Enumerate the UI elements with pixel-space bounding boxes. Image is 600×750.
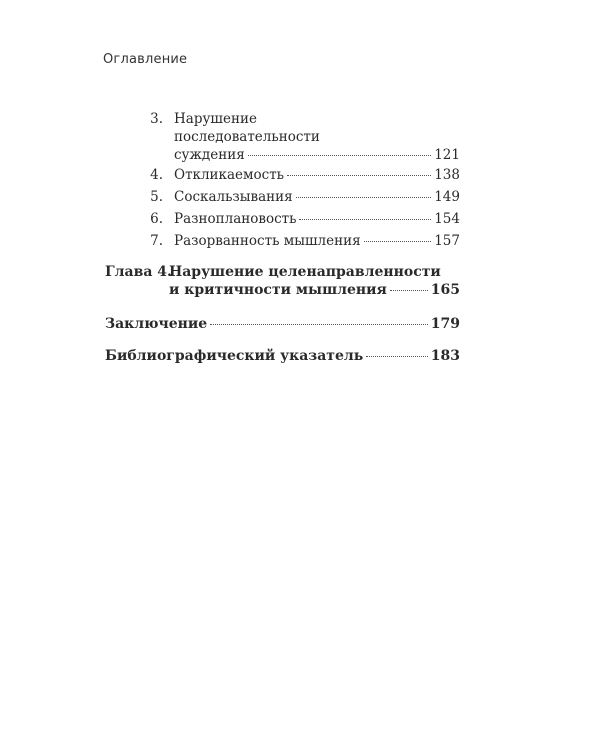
- dot-leader: [296, 197, 432, 198]
- toc-item-3[interactable]: [149, 110, 460, 164]
- item-number: 5.: [150, 189, 163, 205]
- item-title: Разорванность мышления: [174, 233, 361, 249]
- toc-chapter-4[interactable]: [105, 263, 460, 299]
- page-number: 121: [434, 147, 460, 163]
- item-number: 3.: [150, 111, 163, 127]
- item-title: Соскальзывания: [174, 189, 293, 205]
- page-number: 154: [434, 211, 460, 227]
- running-head: Оглавление: [103, 52, 188, 67]
- item-title-line-2: последовательности: [174, 129, 320, 145]
- page-number: 179: [430, 316, 460, 332]
- dot-leader: [210, 324, 428, 325]
- dot-leader: [299, 219, 431, 220]
- dot-leader: [366, 356, 428, 357]
- item-number: 6.: [150, 211, 163, 227]
- page-number: 157: [434, 233, 460, 249]
- page-number: 183: [430, 348, 460, 364]
- item-number: 7.: [150, 233, 163, 249]
- chapter-label: Глава 4.: [105, 264, 172, 280]
- dot-leader: [287, 175, 431, 176]
- item-title: Откликаемость: [174, 167, 285, 183]
- item-number: 4.: [150, 167, 163, 183]
- dot-leader: [390, 290, 428, 291]
- chapter-title-line-1: Нарушение целенаправленности: [169, 264, 441, 280]
- page-number: 149: [434, 189, 460, 205]
- conclusion-title: Заключение: [105, 316, 208, 332]
- bibliography-title: Библиографический указатель: [105, 348, 364, 364]
- page-number: 138: [434, 167, 460, 183]
- toc-conclusion[interactable]: [105, 315, 460, 333]
- item-title-line-3: суждения: [174, 147, 245, 163]
- toc-item-7[interactable]: [149, 232, 460, 250]
- toc-bibliography[interactable]: [105, 347, 460, 365]
- item-title: Разноплановость: [174, 211, 297, 227]
- toc-item-4[interactable]: [149, 166, 460, 184]
- toc-item-6[interactable]: [149, 210, 460, 228]
- toc-item-5[interactable]: [149, 188, 460, 206]
- chapter-title-line-2: и критичности мышления: [169, 282, 387, 298]
- dot-leader: [248, 155, 431, 156]
- page-number: 165: [430, 282, 460, 298]
- dot-leader: [364, 241, 432, 242]
- item-title-line-1: Нарушение: [174, 111, 257, 127]
